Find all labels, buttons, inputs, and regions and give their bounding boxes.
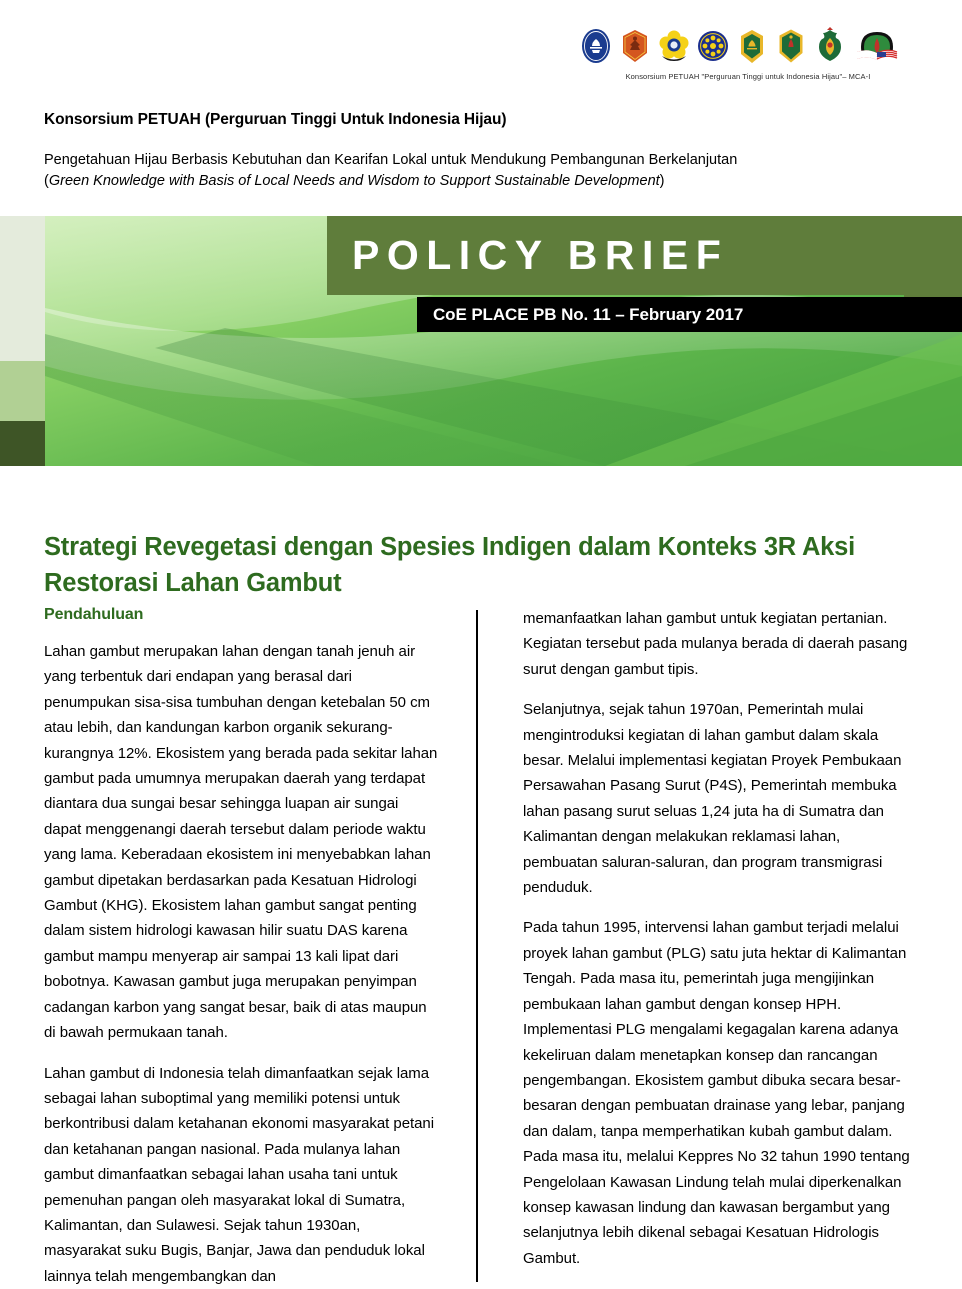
subtitle-english-line (44, 171, 737, 192)
body-columns (44, 606, 918, 1286)
subtitle-paren-close: ) (660, 173, 665, 189)
logo-row (578, 24, 918, 68)
logo-caption: Konsorsium PETUAH "Perguruan Tinggi untuk Indonesia Hijau"– MCA-I (578, 72, 918, 81)
banner-accent-dark (0, 421, 45, 466)
column-divider (476, 610, 478, 1282)
logo-unhas-icon (734, 26, 770, 66)
section-heading-pendahuluan: Pendahuluan (44, 606, 439, 624)
subtitle-paren-open: ( (44, 173, 49, 189)
banner-accent-pale (0, 216, 45, 361)
logo-unram-icon (773, 26, 809, 66)
paragraph: memanfaatkan lahan gambut untuk kegiatan pertanian. Kegiatan tersebut pada mulanya berada di daerah pasang surut dengan gambut tipis. (523, 606, 918, 682)
page-title: Strategi Revegetasi dengan Spesies Indigen dalam Konteks 3R Aksi Restorasi Lahan Gambut (44, 529, 904, 601)
logo-unand-icon (617, 26, 653, 66)
paragraph: Selanjutnya, sejak tahun 1970an, Pemerintah mulai mengintroduksi kegiatan di lahan gambut dalam skala besar. Melalui implementasi kegiatan Proyek Pembukaan Persawahan Pasang Surut (P4S), Pemerintah membuka lahan pasang surut seluas 1,24 juta ha di Sumatra dan Kalimantan dengan melakukan reklamasi lahan, pembuatan saluran-saluran, dan program transmigrasi penduduk. (523, 697, 918, 900)
consortium-subtitle (44, 150, 737, 192)
consortium-title: Konsorsium PETUAH (Perguruan Tinggi Untuk Indonesia Hijau) (44, 111, 506, 129)
consortium-logo-strip (578, 24, 918, 92)
policy-brief-title: POLICY BRIEF (352, 232, 728, 279)
logo-unpatti-icon (695, 26, 731, 66)
left-column (44, 606, 439, 1289)
subtitle-indonesian: Pengetahuan Hijau Berbasis Kebutuhan dan Kearifan Lokal untuk Mendukung Pembangunan Berkelanjutan (44, 150, 737, 171)
subtitle-english: Green Knowledge with Basis of Local Needs and Wisdom to Support Sustainable Development (49, 173, 660, 189)
logo-mcai-icon (851, 26, 903, 66)
paragraph: Pada tahun 1995, intervensi lahan gambut terjadi melalui proyek lahan gambut (PLG) satu juta hektar di Kalimantan Tengah. Pada masa itu, pemerintah juga mengijinkan pembukaan lahan gambut dengan konsep HPH. Implementasi PLG mengalami kegagalan karena adanya kekeliruan dalam menetapkan konsep dan rancangan pengembangan. Ekosistem gambut dibuka secara besar-besaran dengan pembuatan drainase yang lebar, panjang dan dalam, tanpa memperhatikan kubah gambut dalam. Pada masa itu, melalui Keppres No 32 tahun 1990 tentang Pengelolaan Kawasan Lindung telah mulai diperkenalkan konsep kawasan lindung dan kawasan bergambut yang selanjutnya lebih dikenal sebagai Kesatuan Hidrologis Gambut. (523, 915, 918, 1271)
logo-ipb-icon (578, 26, 614, 66)
paragraph: Lahan gambut di Indonesia telah dimanfaatkan sejak lama sebagai lahan suboptimal yang memiliki potensi untuk berkontribusi dalam ketahanan ekonomi masyarakat petani dan ketahanan pangan nasional. Pada mulanya lahan gambut dimanfaatkan sebagai lahan usaha tani untuk pemenuhan pangan oleh masyarakat lokal di Sumatra, Kalimantan, dan Sulawesi. Sejak tahun 1930an, masyarakat suku Bugis, Banjar, Jawa dan penduduk lokal lainnya telah mengembangkan dan (44, 1061, 439, 1289)
policy-brief-bar (327, 216, 962, 295)
issue-number-date: CoE PLACE PB No. 11 – February 2017 (433, 305, 743, 325)
issue-bar (417, 297, 962, 332)
logo-ugm-icon (656, 26, 692, 66)
paragraph: Lahan gambut merupakan lahan dengan tanah jenuh air yang terbentuk dari endapan yang berasal dari penumpukan sisa-sisa tumbuhan dengan ketebalan 50 cm atau lebih, dan kandungan karbon organik sekurang-kurangnya 12%. Ekosistem yang berada pada sekitar lahan gambut pada umumnya merupakan daerah yang terdapat diantara dua sungai besar sehingga luapan air sungai dapat menggenangi daerah tersebut dalam periode waktu yang lama. Keberadaan ekosistem ini menyebabkan lahan gambut dipetakan berdasarkan pada Kesatuan Hidrologi Gambut (KHG). Ekosistem lahan gambut sangat penting dalam sistem hidrologi kawasan hilir suatu DAS karena gambut mampu menyerap air sampai 13 kali lipat dari bobotnya. Kawasan gambut juga merupakan penyimpan cadangan karbon yang sangat besar, baik di atas maupun di bawah permukaan tanah. (44, 639, 439, 1046)
logo-unlam-icon (812, 26, 848, 66)
right-column (523, 606, 918, 1271)
banner-accent-mid (0, 361, 45, 421)
banner-accent-column (0, 216, 45, 466)
